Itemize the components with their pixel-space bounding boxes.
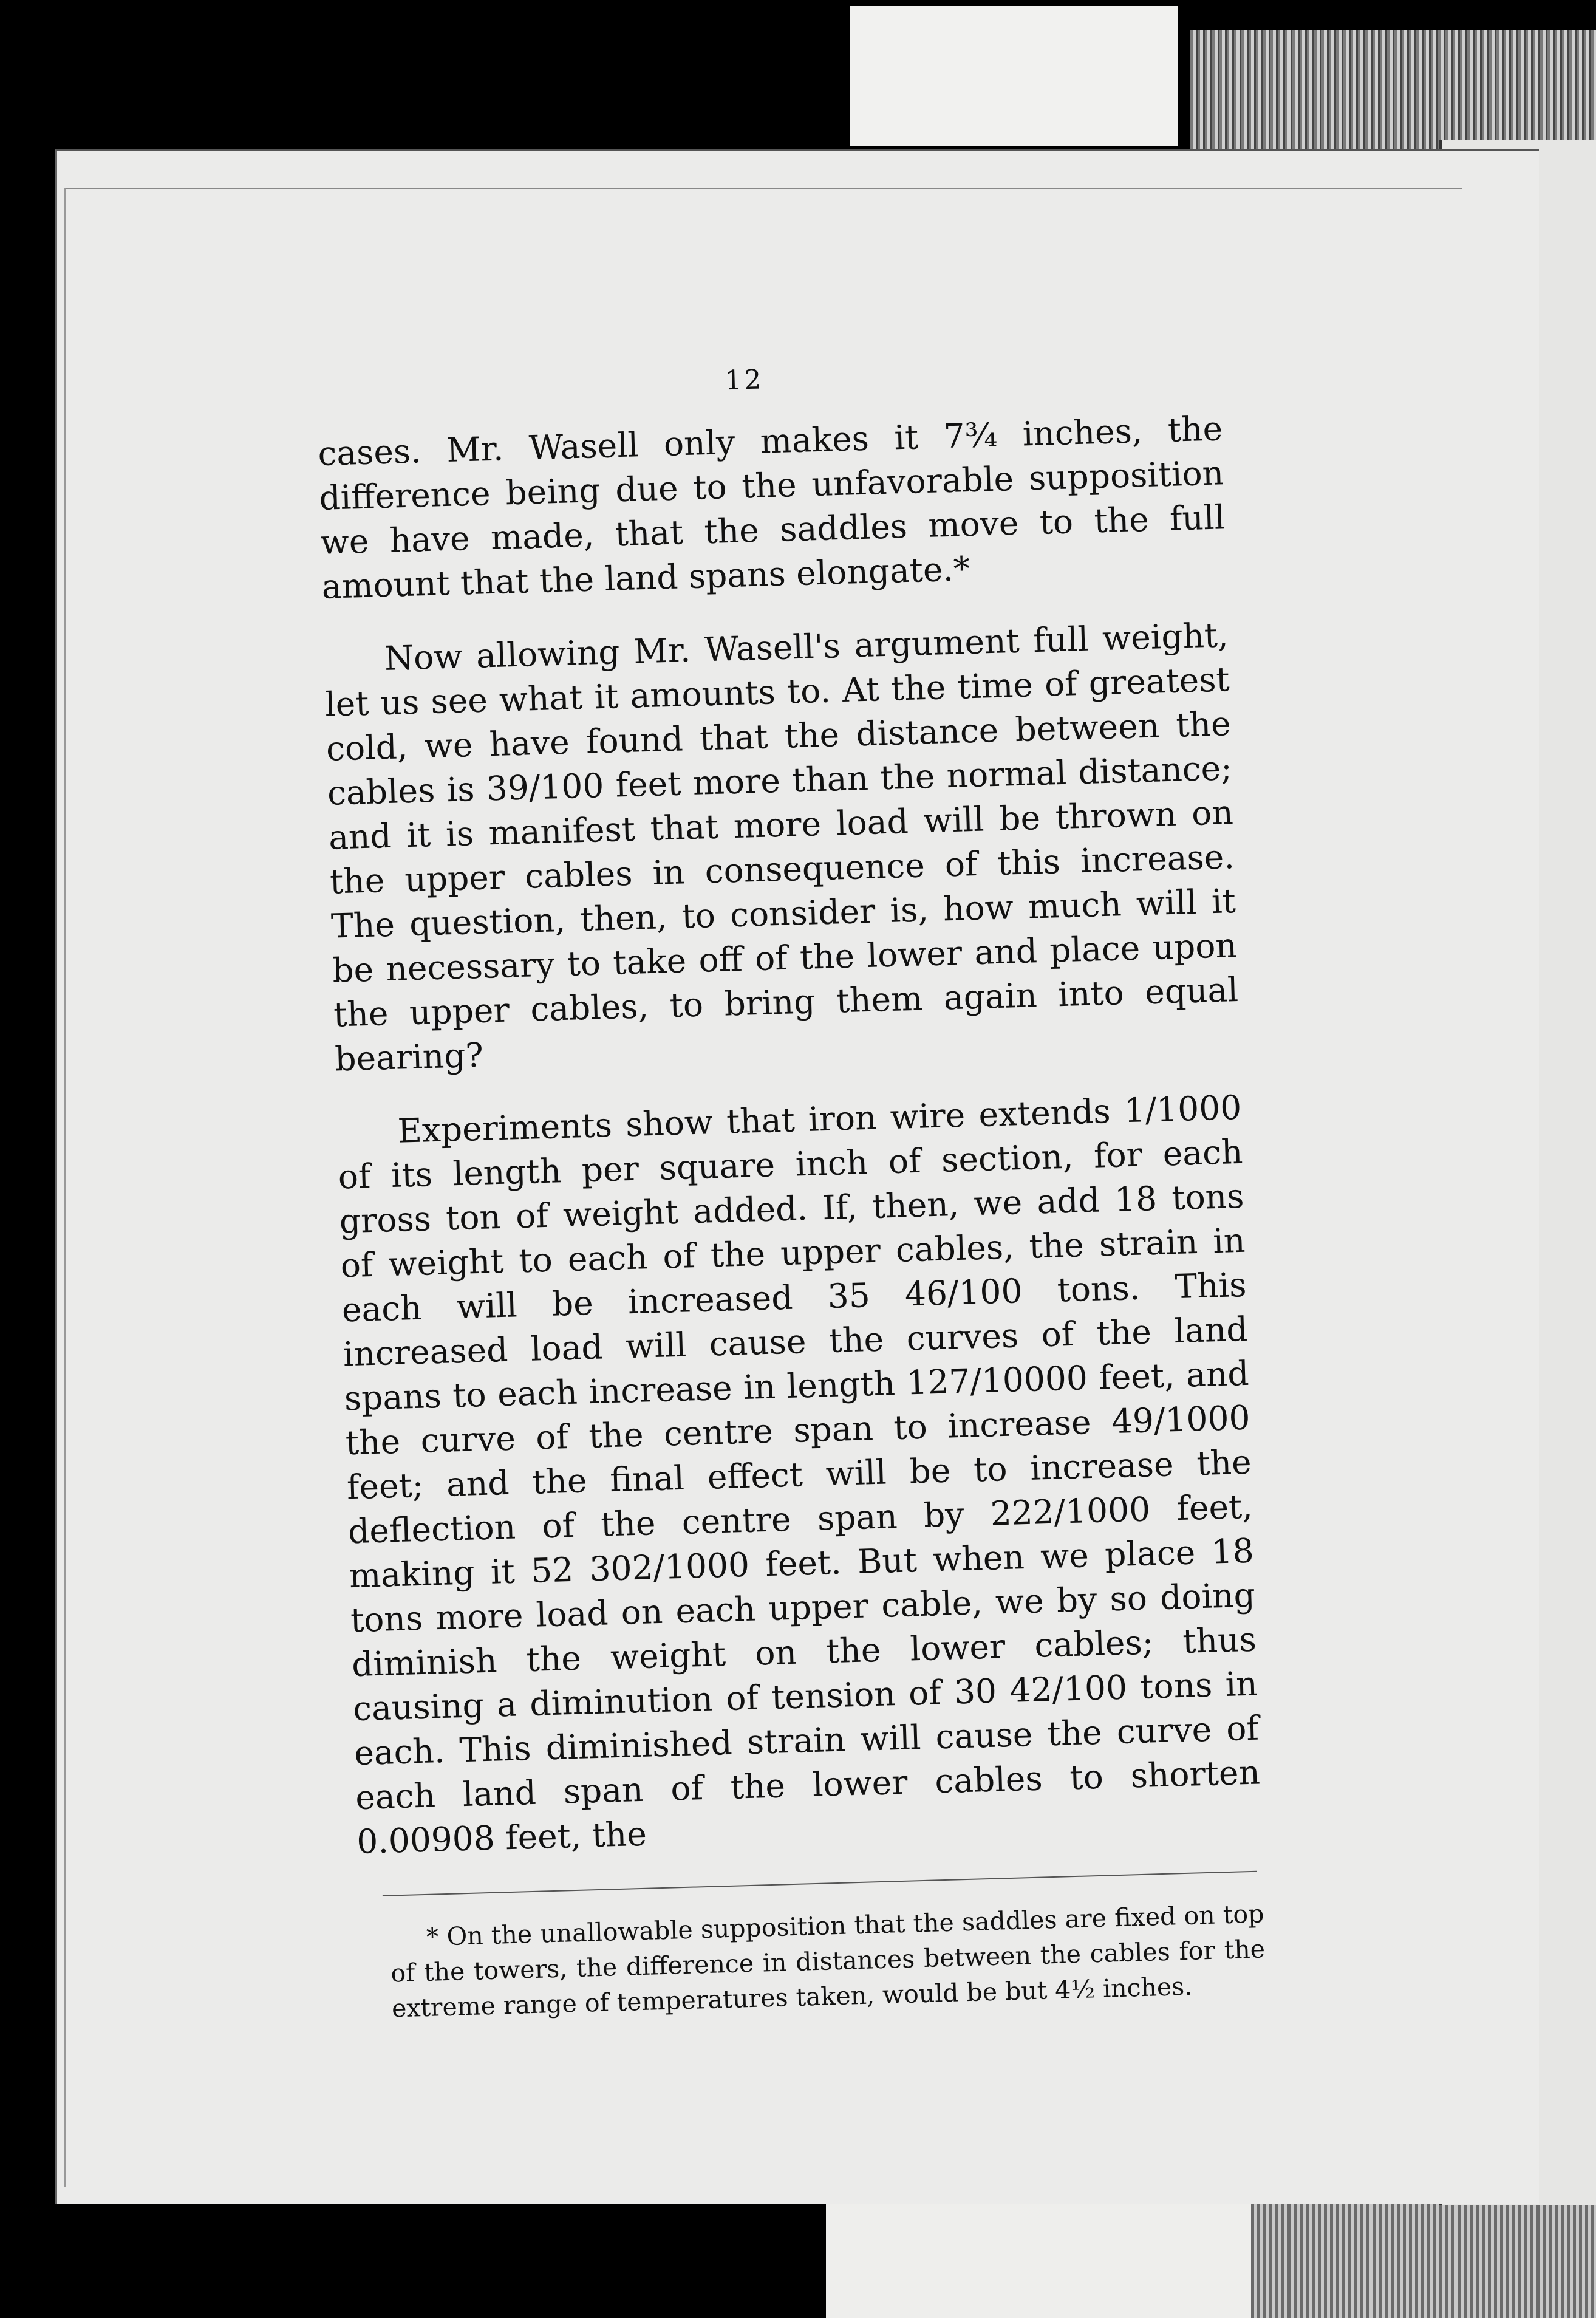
footnote: * On the unallowable supposition that the saddles are fixed on top of the towers, the difference in distances between the cables for the extreme range of temperatures taken, would be but 4½ inches. xyxy=(390,1899,1266,2023)
top-paper-tab xyxy=(850,6,1178,146)
paragraph-2: Now allowing Mr. Wasell's argument full weight, let us see what it amounts to. At the time of greatest cold, we have found that the distance between the cables is 39/100 feet more than the normal distance; and it is manifest that more load will be thrown on the upper cables in consequence of this increase. The question, then, to consider is, how much will it be necessary to take off of the lower and place upon the upper cables, to bring them again into equal bearing? xyxy=(324,615,1239,1079)
footnote-rule xyxy=(383,1871,1257,1896)
page-text xyxy=(316,351,1266,2027)
background-fabric-bottom xyxy=(1251,2199,1596,2318)
paragraph-3: Experiments show that iron wire extends 1/1000 of its length per square inch of section, for each gross ton of weight added. If, then, we add 18 tons of weight to each of the upper cables, the strain in each will be increased 35 46/100 tons. This increased load will cause the curves of the land spans to each increase in length 127/10000 feet, and the curve of the centre span to increase 49/1000 feet; and the final effect will be to increase the deflection of the centre span by 222/1000 feet, making it 52 302/1000 feet. But when we place 18 tons more load on each upper cable, we by so doing diminish the weight on the lower cables; thus causing a diminution of tension of 30 42/100 tons in each. This diminished strain will cause the curve of each land span of the lower cables to shorten 0.00908 feet, the xyxy=(337,1087,1261,1862)
page-number: 12 xyxy=(724,364,765,397)
paragraph-1: cases. Mr. Wasell only makes it 7¾ inches, the difference being due to the unfavorable supposition we have made, that the saddles move to the full amount that the land spans elongate.* xyxy=(317,409,1226,606)
